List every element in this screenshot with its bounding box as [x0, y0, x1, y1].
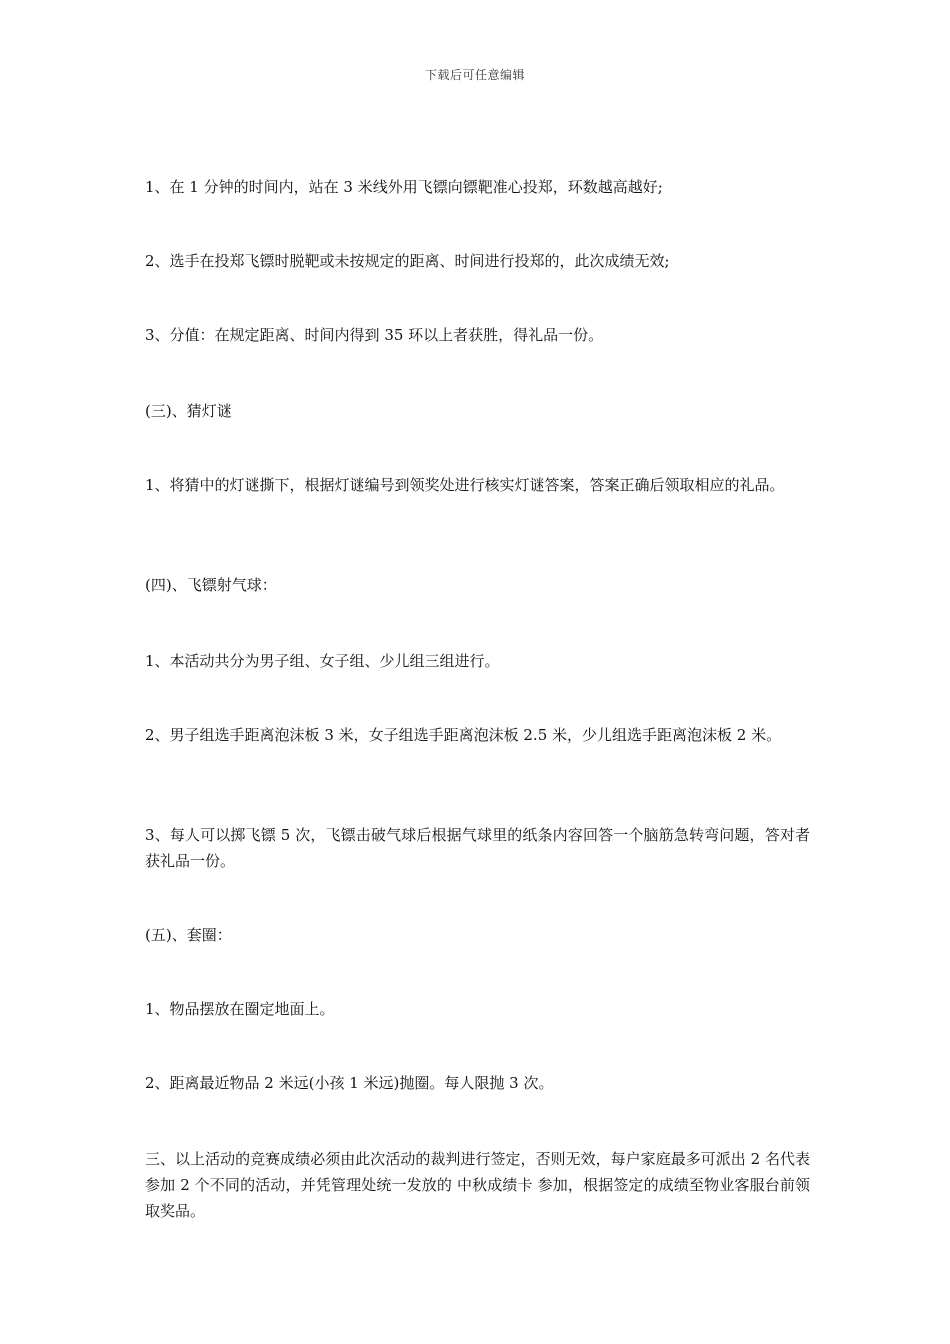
- section-heading-riddles: (三)、猜灯谜: [145, 402, 232, 420]
- page-header: 下载后可任意编辑: [424, 68, 525, 82]
- paragraph-riddles-1: 1、将猜中的灯谜撕下，根据灯谜编号到领奖处进行核实灯谜答案，答案正确后领取相应的礼品。: [145, 476, 785, 494]
- section-heading-ring-toss: (五)、套圈：: [145, 926, 232, 944]
- paragraph-ring-toss-1: 1、物品摆放在圈定地面上。: [145, 1000, 335, 1018]
- paragraph-darts-1: 1、本活动共分为男子组、女子组、少儿组三组进行。: [145, 652, 500, 670]
- paragraph-rule-1: 1、在 1 分钟的时间内，站在 3 米线外用飞镖向镖靶准心投郑，环数越高越好;: [145, 178, 663, 196]
- paragraph-rule-3: 3、分值：在规定距离、时间内得到 35 环以上者获胜，得礼品一份。: [145, 326, 604, 344]
- paragraph-section-three: 三、以上活动的竞赛成绩必须由此次活动的裁判进行签定，否则无效，每户家庭最多可派出 2 名代表参加 2 个不同的活动，并凭管理处统一发放的 中秋成绩卡 参加，根据签定的成绩至物业客服台前领取奖品。: [145, 1150, 810, 1220]
- paragraph-ring-toss-2: 2、距离最近物品 2 米远(小孩 1 米远)抛圈。每人限抛 3 次。: [145, 1074, 554, 1092]
- paragraph-darts-3: 3、每人可以掷飞镖 5 次，飞镖击破气球后根据气球里的纸条内容回答一个脑筋急转弯问题，答对者获礼品一份。: [145, 826, 810, 870]
- paragraph-darts-2: 2、男子组选手距离泡沫板 3 米，女子组选手距离泡沫板 2.5 米，少儿组选手距离泡沫板 2 米。: [145, 726, 782, 744]
- paragraph-rule-2: 2、选手在投郑飞镖时脱靶或未按规定的距离、时间进行投郑的，此次成绩无效;: [145, 252, 670, 270]
- section-heading-darts-balloons: (四)、飞镖射气球：: [145, 576, 277, 594]
